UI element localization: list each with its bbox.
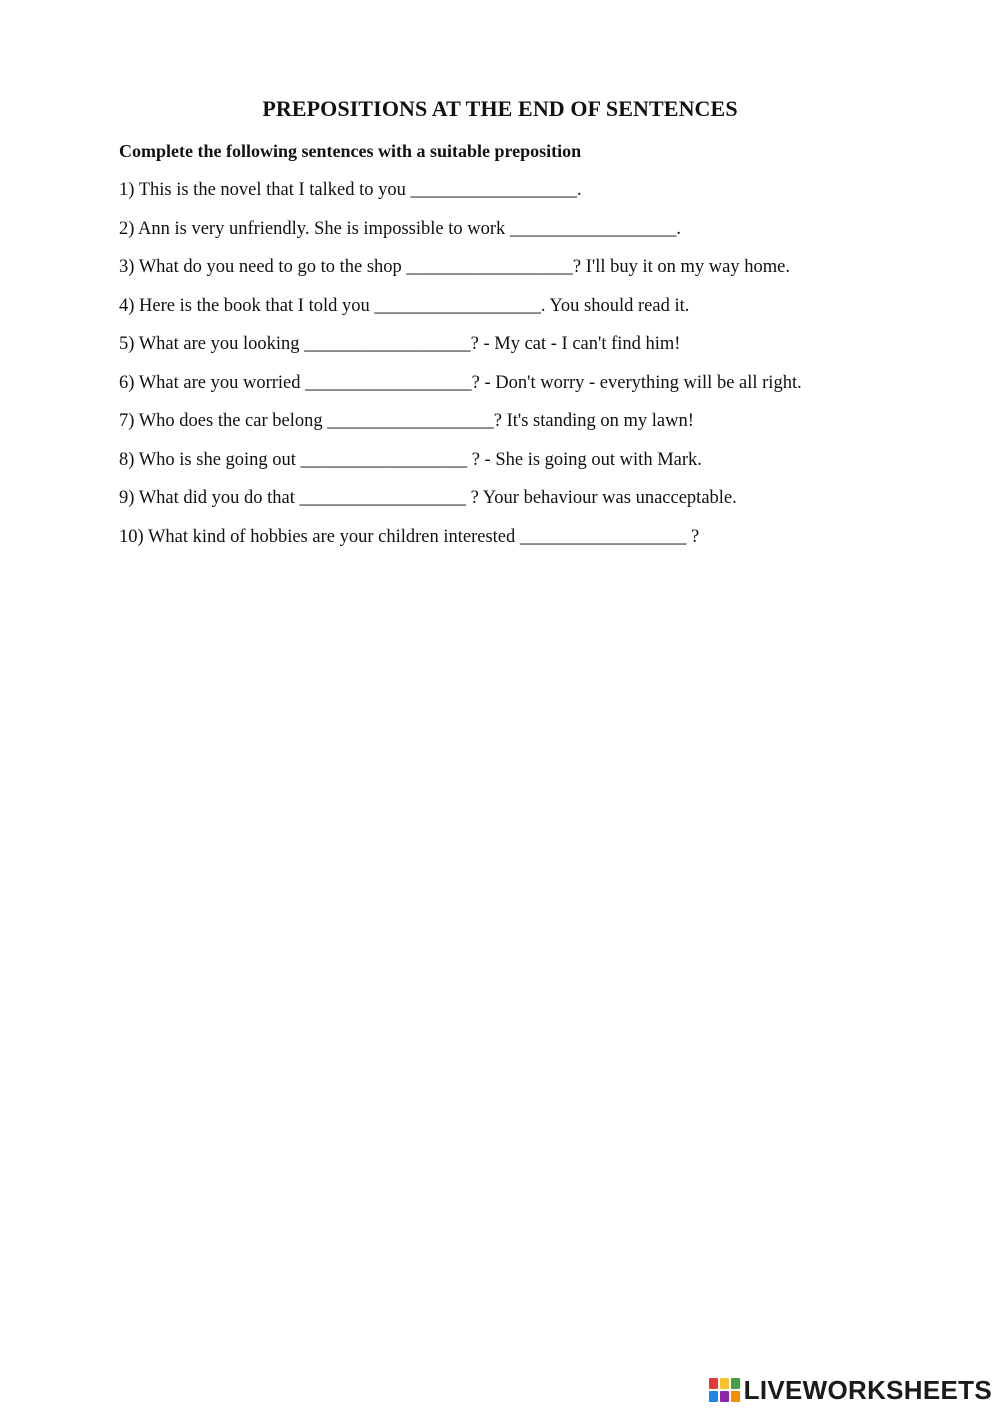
question-list (119, 178, 802, 563)
question-8: 8) Who is she going out __________________ ? - She is going out with Mark. (119, 449, 702, 470)
question-7: 7) Who does the car belong __________________? It's standing on my lawn! (119, 411, 694, 431)
logo-text: LIVEWORKSHEETS (743, 1374, 992, 1405)
question-1: 1) This is the novel that I talked to you __________________. (119, 180, 582, 200)
question-5: 5) What are you looking __________________? - My cat - I can't find him! (119, 334, 681, 354)
question-2: 2) Ann is very unfriendly. She is impossible to work __________________. (119, 218, 681, 239)
question-10: 10) What kind of hobbies are your children interested __________________ ? (119, 526, 700, 547)
liveworksheets-logo-icon (709, 1378, 740, 1402)
question-6: 6) What are you worried __________________? - Don't worry - everything will be all right. (119, 372, 802, 393)
worksheet-title: PREPOSITIONS AT THE END OF SENTENCES (262, 96, 738, 121)
question-9: 9) What did you do that __________________ ? Your behaviour was unacceptable. (119, 488, 737, 508)
question-4: 4) Here is the book that I told you __________________. You should read it. (119, 295, 690, 316)
worksheet-instructions: Complete the following sentences with a suitable preposition (119, 141, 582, 161)
liveworksheets-logo[interactable] (709, 1375, 992, 1405)
question-3: 3) What do you need to go to the shop __________________? I'll buy it on my way home. (119, 257, 790, 277)
